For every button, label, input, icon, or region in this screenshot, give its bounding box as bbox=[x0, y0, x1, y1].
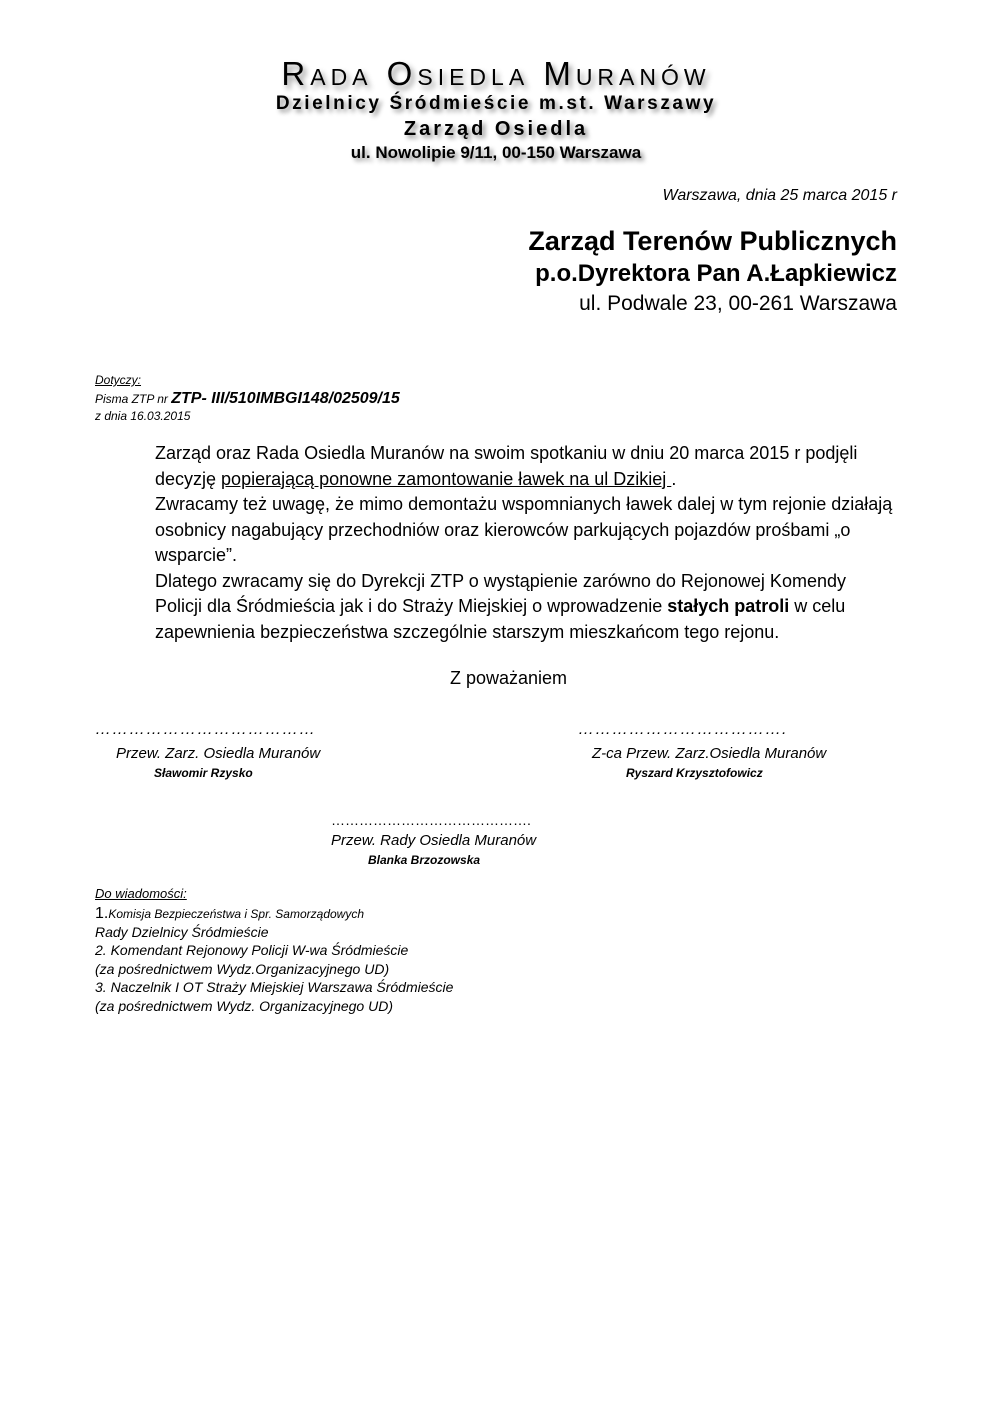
signature-center-title: Przew. Rady Osiedla Muranów bbox=[331, 832, 537, 849]
recipient-person: p.o.Dyrektora Pan A.Łapkiewicz bbox=[535, 260, 897, 287]
cc-item-1-text: Komisja Bezpieczeństwa i Spr. Samorządowych bbox=[108, 907, 365, 921]
recipient-name: Zarząd Terenów Publicznych bbox=[528, 226, 897, 256]
signature-center-dots: ……………………………………. bbox=[331, 812, 531, 828]
signature-left-name: Sławomir Rzysko bbox=[154, 766, 253, 780]
reference-line bbox=[95, 390, 400, 408]
signature-right-dots: ………………………………. bbox=[578, 721, 788, 738]
body-p3-end: w celu zapewnienia bezpieczeństwa szczególnie starszym mieszkańcom tego rejonu. bbox=[155, 596, 846, 642]
date-line: Warszawa, dnia 25 marca 2015 r bbox=[662, 187, 897, 204]
org-district: Dzielnicy Śródmieście m.st. Warszawy bbox=[275, 93, 717, 114]
org-address: ul. Nowolipie 9/11, 00-150 Warszawa bbox=[350, 143, 642, 162]
cc-item-2-sub: (za pośrednictwem Wydz.Organizacyjnego UD) bbox=[95, 961, 390, 977]
org-board: Zarząd Osiedla bbox=[403, 118, 589, 140]
cc-item-1 bbox=[95, 905, 364, 923]
cc-label: Do wiadomości: bbox=[95, 886, 187, 901]
signature-left-title: Przew. Zarz. Osiedla Muranów bbox=[116, 745, 321, 762]
body-p1-end: . bbox=[671, 468, 677, 489]
cc-item-2: 2. Komendant Rejonowy Policji W-wa Śródmieście bbox=[95, 942, 409, 958]
body-p1-start: Zarząd oraz Rada Osiedla Muranów na swoim spotkaniu w dniu 20 marca 2015 r podjęli decyzję bbox=[155, 443, 858, 489]
reference-date: z dnia 16.03.2015 bbox=[95, 409, 191, 423]
body-paragraph-2: Zwracamy też uwagę, że mimo demontażu wspomnianych ławek dalej w tym rejonie działają osobnicy nagabujący przechodniów oraz kierowców parkujących pojazdów prośbami „o wsparcie”. bbox=[155, 494, 893, 565]
body-p3-bold: stałych patroli bbox=[667, 596, 790, 616]
cc-item-3-sub: (za pośrednictwem Wydz. Organizacyjnego UD) bbox=[95, 998, 393, 1014]
reference-number: ZTP- III/510IMBGI148/02509/15 bbox=[171, 390, 400, 407]
letter-body bbox=[95, 441, 895, 645]
cc-item-1-number: 1. bbox=[95, 905, 109, 922]
closing: Z poważaniem bbox=[450, 668, 568, 688]
body-paragraph-3 bbox=[95, 569, 895, 646]
signature-right-name: Ryszard Krzysztofowicz bbox=[626, 766, 763, 780]
cc-item-3: 3. Naczelnik I OT Straży Miejskiej Warszawa Śródmieście bbox=[95, 979, 454, 995]
recipient-address: ul. Podwale 23, 00-261 Warszawa bbox=[579, 292, 897, 315]
body-p1-underlined: popierającą ponowne zamontowanie ławek na ul Dzikiej bbox=[221, 468, 672, 489]
signature-left-dots: ………………………………… bbox=[95, 721, 316, 738]
signature-center-name: Blanka Brzozowska bbox=[368, 853, 481, 867]
org-name: Rada Osiedla Muranów bbox=[281, 55, 711, 92]
cc-item-1-sub: Rady Dzielnicy Śródmieście bbox=[95, 924, 269, 940]
reference-prefix: Pisma ZTP nr bbox=[95, 392, 172, 406]
signature-right-title: Z-ca Przew. Zarz.Osiedla Muranów bbox=[592, 745, 827, 762]
reference-label: Dotyczy: bbox=[95, 373, 142, 387]
body-paragraph-1 bbox=[95, 441, 895, 492]
body-p3-start: Dlatego zwracamy się do Dyrekcji ZTP o wystąpienie zarówno do Rejonowej Komendy Policji dla Śródmieścia jak i do Straży Miejskiej o wprowadzenie bbox=[155, 570, 846, 616]
